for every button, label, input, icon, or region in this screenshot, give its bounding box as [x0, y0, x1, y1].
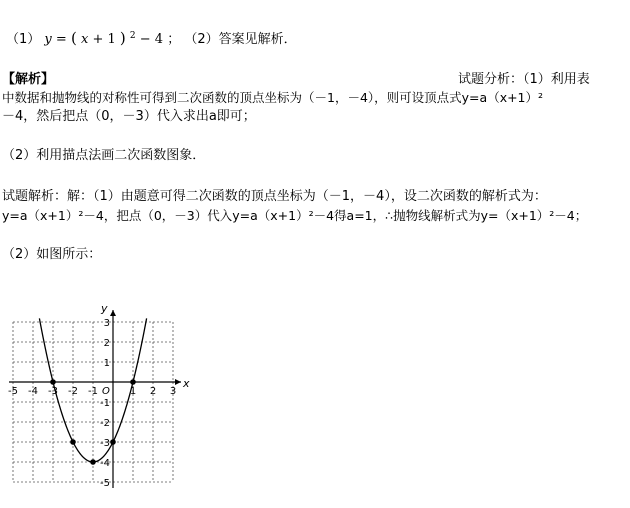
x-tick-label: -5 [8, 386, 18, 397]
analysis-line-7: （2）如图所示： [2, 247, 102, 262]
y-axis-arrow [110, 310, 116, 316]
formula-exponent: 2 [129, 31, 136, 41]
plotted-point [70, 439, 76, 445]
formula-x: x [80, 32, 89, 47]
plotted-point [50, 379, 56, 385]
analysis-line-3: －4，然后把点（0，－3）代入求出a即可； [2, 109, 256, 124]
grid [13, 322, 173, 482]
x-axis-label: x [183, 377, 190, 390]
analysis-line-2: 中数据和抛物线的对称性可得到二次函数的顶点坐标为（－1，－4），则可设顶点式y=a（x+1）² [2, 90, 544, 105]
analysis-line-4: （2）利用描点法画二次函数图象． [2, 148, 206, 163]
y-tick-label: -1 [100, 398, 110, 409]
y-tick-label: -5 [100, 478, 110, 489]
y-tick-label: 1 [103, 358, 110, 369]
x-tick-label: 3 [169, 386, 177, 397]
part1-label: （1） [6, 32, 41, 47]
plotted-point [90, 459, 96, 465]
y-axis-label: y [101, 302, 108, 315]
x-tick-label: -2 [68, 386, 78, 397]
answer-separator: ； [167, 32, 181, 47]
x-tick-label: 2 [149, 386, 157, 397]
y-tick-label: 3 [103, 318, 110, 329]
formula-rparen: ) [119, 29, 126, 47]
origin-label: O [102, 386, 110, 397]
plotted-point [130, 379, 136, 385]
analysis-hint-label: 试题分析：（1）利用表 [458, 72, 590, 87]
x-tick-label: -1 [88, 386, 98, 397]
analysis-line-6: y=a（x+1）²－4，把点（0，－3）代入y=a（x+1）²－4得a=1，∴抛物线解析式为y=（x+1）²－4； [2, 208, 588, 223]
tick-labels [8, 302, 190, 489]
analysis-header: 【解析】 [2, 72, 55, 87]
plotted-point [110, 439, 116, 445]
formula-lparen: ( [70, 29, 77, 47]
formula-equals: = [55, 32, 71, 47]
y-tick-label: -4 [100, 458, 110, 469]
y-tick-label: -3 [100, 438, 110, 449]
formula-minus-four: − 4 [139, 32, 164, 47]
part2-answer: （2）答案见解析． [184, 32, 297, 47]
formula-y: y [44, 32, 52, 47]
answer-line [6, 30, 297, 49]
y-tick-label: 2 [103, 338, 110, 349]
formula-plus-one: + 1 [92, 32, 116, 47]
x-axis-arrow [175, 379, 181, 385]
y-tick-label: -2 [100, 418, 110, 429]
x-tick-label: -4 [28, 386, 38, 397]
analysis-line-5: 试题解析：解：（1）由题意可得二次函数的顶点坐标为（－1，－4），设二次函数的解析式为： [2, 189, 547, 204]
x-tick-label: -3 [48, 386, 58, 397]
parabola-graph [0, 294, 200, 494]
x-tick-label: 1 [129, 386, 137, 397]
